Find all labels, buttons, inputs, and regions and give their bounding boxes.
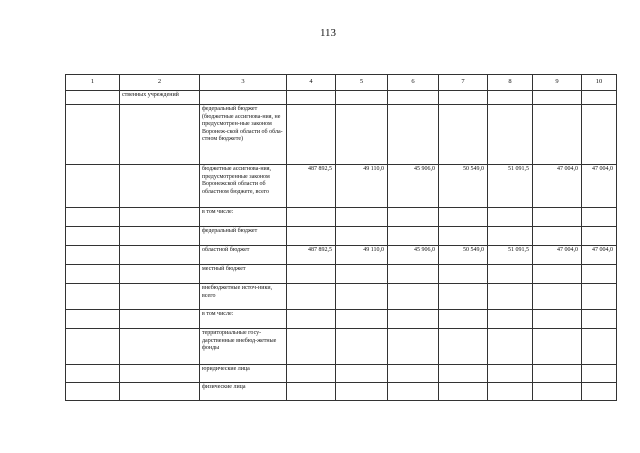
table-cell: 51 091,5 <box>488 246 533 265</box>
table-cell <box>336 365 388 383</box>
table-cell <box>66 208 120 227</box>
table-cell <box>287 329 336 365</box>
table-cell <box>533 91 582 105</box>
table-cell <box>439 310 488 329</box>
table-cell <box>120 105 200 165</box>
table-cell <box>287 284 336 310</box>
table-cell <box>120 246 200 265</box>
table-cell <box>287 365 336 383</box>
table-cell <box>488 105 533 165</box>
table-cell <box>287 105 336 165</box>
table-cell <box>66 329 120 365</box>
table-cell: физические лица <box>200 383 287 401</box>
table-cell: 47 004,0 <box>533 246 582 265</box>
table-cell <box>388 329 439 365</box>
table-cell <box>120 265 200 284</box>
table-cell: 487 892,5 <box>287 165 336 208</box>
table-cell <box>66 383 120 401</box>
table-cell: 487 892,5 <box>287 246 336 265</box>
table-cell <box>533 265 582 284</box>
table-cell <box>388 105 439 165</box>
table-cell <box>488 265 533 284</box>
table-cell <box>488 329 533 365</box>
table-cell <box>533 329 582 365</box>
table-cell <box>582 208 617 227</box>
table-row <box>66 246 617 265</box>
table-cell <box>388 310 439 329</box>
table-row <box>66 105 617 165</box>
table-cell <box>336 105 388 165</box>
table-cell <box>488 383 533 401</box>
table-cell <box>533 227 582 246</box>
table-cell <box>120 208 200 227</box>
table-cell <box>488 284 533 310</box>
table-cell <box>66 284 120 310</box>
table-row <box>66 227 617 246</box>
table-cell <box>533 208 582 227</box>
table-cell <box>582 91 617 105</box>
header-cell: 3 <box>200 75 287 91</box>
table-cell <box>120 310 200 329</box>
table-cell: ственных учреждений <box>120 91 200 105</box>
table-cell <box>66 91 120 105</box>
table-cell <box>336 208 388 227</box>
table-row <box>66 383 617 401</box>
table-cell <box>120 365 200 383</box>
table-cell <box>336 91 388 105</box>
table-row <box>66 310 617 329</box>
table-cell <box>488 365 533 383</box>
table-cell: юридические лица <box>200 365 287 383</box>
header-cell: 7 <box>439 75 488 91</box>
table-cell <box>439 91 488 105</box>
table-cell: федеральный бюджет (бюджетные ассигнова-ния, не предусмотрен-ные законом Воронеж-ской области об обла-стном бюджете) <box>200 105 287 165</box>
table-cell <box>287 91 336 105</box>
table-cell <box>66 310 120 329</box>
header-cell: 2 <box>120 75 200 91</box>
table-cell: местный бюджет <box>200 265 287 284</box>
table-cell: областной бюджет <box>200 246 287 265</box>
header-cell: 8 <box>488 75 533 91</box>
header-cell: 4 <box>287 75 336 91</box>
table-cell <box>120 329 200 365</box>
table-cell: 47 004,0 <box>582 246 617 265</box>
table-cell: 49 110,0 <box>336 165 388 208</box>
table-cell <box>388 284 439 310</box>
table-cell <box>120 165 200 208</box>
table-row <box>66 91 617 105</box>
table-cell <box>439 383 488 401</box>
table-cell <box>336 265 388 284</box>
table-cell <box>533 284 582 310</box>
table-cell: бюджетные ассигнова-ния, предусмотренные законом Воронежской области об областном бюджете, всего <box>200 165 287 208</box>
table-cell <box>582 265 617 284</box>
table-cell <box>287 265 336 284</box>
table-cell <box>533 365 582 383</box>
table-cell: территориальные госу-дарственные внебюд-жетные фонды <box>200 329 287 365</box>
table-cell <box>488 310 533 329</box>
table-row <box>66 265 617 284</box>
table-cell <box>66 165 120 208</box>
table-cell: 51 091,5 <box>488 165 533 208</box>
table-cell <box>582 227 617 246</box>
table-cell: внебюджетные источ-ники, всего <box>200 284 287 310</box>
table-cell <box>533 310 582 329</box>
table-cell <box>488 227 533 246</box>
header-cell: 9 <box>533 75 582 91</box>
table-cell: в том числе: <box>200 208 287 227</box>
table-row <box>66 208 617 227</box>
header-row <box>66 75 617 91</box>
table-cell: в том числе: <box>200 310 287 329</box>
table-cell <box>439 365 488 383</box>
table-cell <box>287 383 336 401</box>
table-cell <box>287 208 336 227</box>
table-cell <box>582 383 617 401</box>
table-cell <box>439 227 488 246</box>
table-cell: 45 906,0 <box>388 246 439 265</box>
table-cell <box>439 284 488 310</box>
table-cell <box>388 208 439 227</box>
table-cell <box>533 383 582 401</box>
table-cell <box>388 265 439 284</box>
table-cell <box>388 383 439 401</box>
table-cell <box>336 329 388 365</box>
table-cell <box>388 365 439 383</box>
table-cell: 45 906,0 <box>388 165 439 208</box>
table-cell <box>336 284 388 310</box>
header-cell: 1 <box>66 75 120 91</box>
table-cell <box>488 91 533 105</box>
budget-table <box>65 74 617 401</box>
table-cell <box>287 227 336 246</box>
header-cell: 6 <box>388 75 439 91</box>
table-cell: федеральный бюджет <box>200 227 287 246</box>
header-cell: 5 <box>336 75 388 91</box>
table-cell <box>533 105 582 165</box>
table-cell: 50 549,0 <box>439 165 488 208</box>
table-cell <box>488 208 533 227</box>
table-cell <box>336 227 388 246</box>
table-row <box>66 284 617 310</box>
table-cell <box>439 265 488 284</box>
table-cell <box>66 265 120 284</box>
table-cell <box>439 329 488 365</box>
table-cell <box>66 365 120 383</box>
table-cell <box>439 105 488 165</box>
table-cell <box>66 227 120 246</box>
table-cell <box>66 105 120 165</box>
table-cell <box>120 227 200 246</box>
table-cell <box>336 310 388 329</box>
table-cell: 47 004,0 <box>582 165 617 208</box>
table-cell <box>388 227 439 246</box>
table-cell <box>388 91 439 105</box>
table-cell <box>120 383 200 401</box>
page-number: 113 <box>319 27 337 39</box>
table-cell <box>66 246 120 265</box>
table-cell: 50 549,0 <box>439 246 488 265</box>
table-cell <box>200 91 287 105</box>
table-cell <box>336 383 388 401</box>
table-cell <box>582 105 617 165</box>
table-cell <box>582 365 617 383</box>
table-cell <box>582 284 617 310</box>
table-cell <box>582 329 617 365</box>
table-row <box>66 165 617 208</box>
table-cell: 47 004,0 <box>533 165 582 208</box>
table-row <box>66 329 617 365</box>
table-row <box>66 365 617 383</box>
header-cell: 10 <box>582 75 617 91</box>
table-cell <box>287 310 336 329</box>
table-cell: 49 110,0 <box>336 246 388 265</box>
table-cell <box>439 208 488 227</box>
table-cell <box>582 310 617 329</box>
table-cell <box>120 284 200 310</box>
